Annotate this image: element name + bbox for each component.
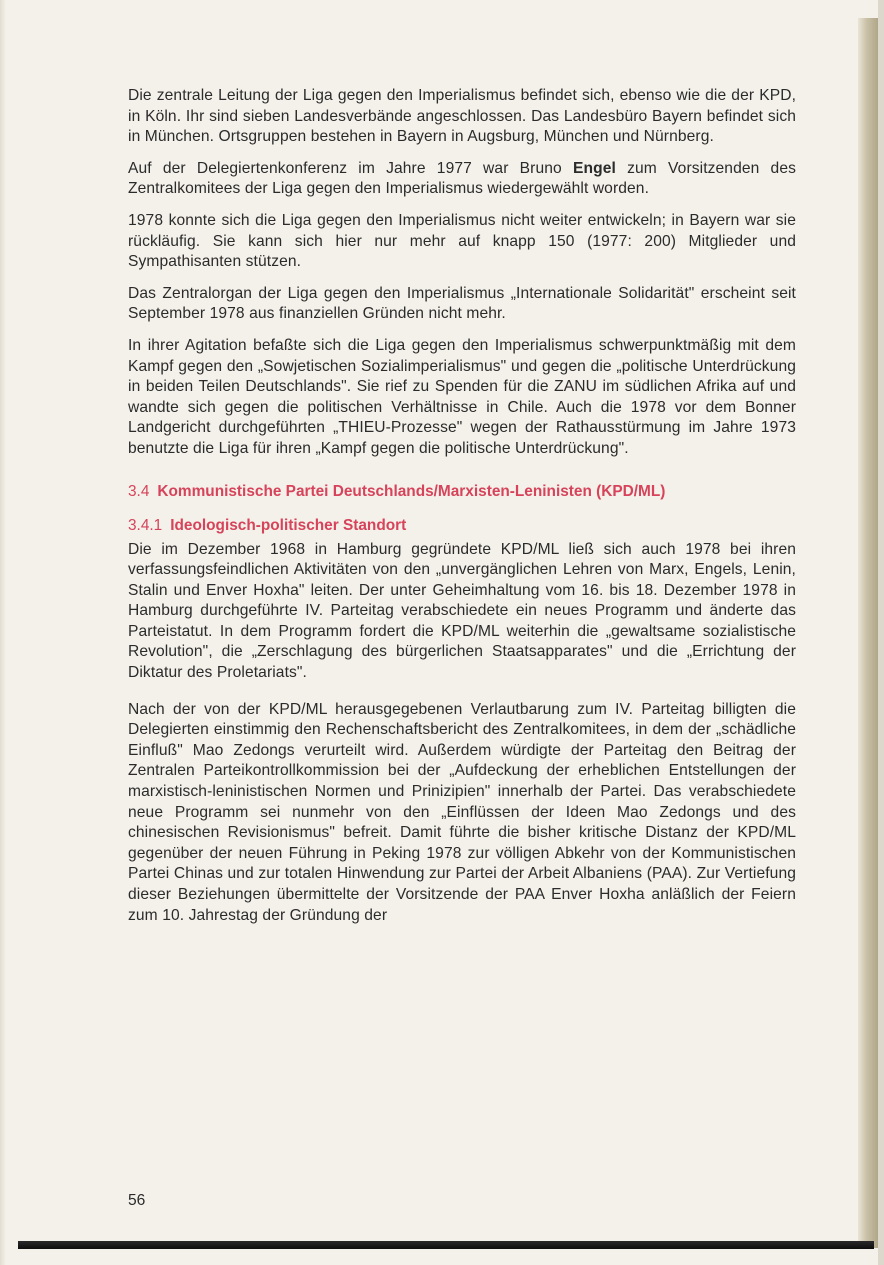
section-heading xyxy=(128,482,796,502)
page-edge-shadow xyxy=(878,0,884,1265)
paragraph-engel xyxy=(128,159,796,200)
paragraph-engel-before: Auf der Delegiertenkonferenz im Jahre 1977 war Bruno xyxy=(128,159,573,177)
page-edge-right xyxy=(858,18,878,1248)
name-engel: Engel xyxy=(572,159,616,177)
page-content xyxy=(128,86,796,937)
page-number: 56 xyxy=(128,1192,146,1209)
section-number: 3.4 xyxy=(128,482,150,500)
page-left-crease xyxy=(0,0,6,1265)
subsection-heading xyxy=(128,516,796,536)
scan-bottom-bar xyxy=(18,1241,874,1249)
subsection-title: Ideologisch-politischer Standort xyxy=(170,516,407,534)
paragraph-leitung: Die zentrale Leitung der Liga gegen den Imperialismus befindet sich, ebenso wie die der KPD, in Köln. Ihr sind sieben Landesverbände angeschlossen. Das Landesbüro Bayern befindet sich in München. Ortsgruppen bestehen in Bayern in Augsburg, München und Nürnberg. xyxy=(128,87,796,146)
section-title: Kommunistische Partei Deutschlands/Marxisten-Leninisten (KPD/ML) xyxy=(157,482,666,500)
paragraph-entwicklung: 1978 konnte sich die Liga gegen den Imperialismus nicht weiter entwickeln; in Bayern war sie rückläufig. Sie kann sich hier nur mehr auf knapp 150 (1977: 200) Mitglieder und Sympathisanten stützen. xyxy=(128,211,796,271)
paragraph-engel-after: zum Vorsitzenden des Zentralkomitees der Liga gegen den Imperialismus wiedergewählt worden. xyxy=(128,159,796,198)
subsection-number: 3.4.1 xyxy=(128,516,163,534)
paragraph-parteitag: Nach der von der KPD/ML herausgegebenen Verlautbarung zum IV. Parteitag billigten die Delegierten einstimmig den Rechenschaftsbericht des Zentralkomitees, in dem der „schädliche Einfluß" Mao Zedongs verurteilt wird. Außerdem würdigte der Parteitag den Beitrag der Zentralen Parteikontrollkommission bei der „Aufdeckung der erheblichen Entstellungen der marxistisch-leninistischen Normen und Prinizipien" innerhalb der Partei. Das verabschiedete neue Programm sei nunmehr von den „Einflüssen der Ideen Mao Zedongs und des chinesischen Revisionismus" befreit. Damit führte die bisher kritische Distanz der KPD/ML gegenüber der neuen Führung in Peking 1978 zur völligen Abkehr von der Kommunistischen Partei Chinas und zur totalen Hinwendung zur Partei der Arbeit Albaniens (PAA). Zur Vertiefung dieser Beziehungen übermittelte der Vorsitzende der PAA Enver Hoxha anläßlich der Feiern zum 10. Jahrestag der Gründung der xyxy=(128,700,796,924)
paragraph-agitation: In ihrer Agitation befaßte sich die Liga gegen den Imperialismus schwerpunktmäßig mit dem Kampf gegen den „Sowjetischen Sozialimperialismus" und gegen die „politische Unterdrückung in beiden Teilen Deutschlands". Sie rief zu Spenden für die ZANU im südlichen Afrika auf und wandte sich gegen die politischen Verhältnisse in Chile. Auch die 1978 vor dem Bonner Landgericht durchgeführten „THIEU-Prozesse" wegen der Rathausstürmung im Jahre 1973 benutzte die Liga für ihren „Kampf gegen die politische Unterdrückung". xyxy=(128,336,796,457)
paragraph-zentralorgan: Das Zentralorgan der Liga gegen den Imperialismus „Internationale Solidarität" erscheint seit September 1978 aus finanziellen Gründen nicht mehr. xyxy=(128,284,796,323)
paragraph-standort: Die im Dezember 1968 in Hamburg gegründete KPD/ML ließ sich auch 1978 bei ihren verfassungsfeindlichen Aktivitäten von den „unvergänglichen Lehren von Marx, Engels, Lenin, Stalin und Enver Hoxha" leiten. Der unter Geheimhaltung vom 16. bis 18. Dezember 1978 in Hamburg durchgeführte IV. Parteitag verabschiedete ein neues Programm und änderte das Parteistatut. In dem Programm fordert die KPD/ML weiterhin die „gewaltsame sozialistische Revolution", die „Zerschlagung des bürgerlichen Staatsapparates" und die „Errichtung der Diktatur des Proletariats". xyxy=(128,540,796,682)
